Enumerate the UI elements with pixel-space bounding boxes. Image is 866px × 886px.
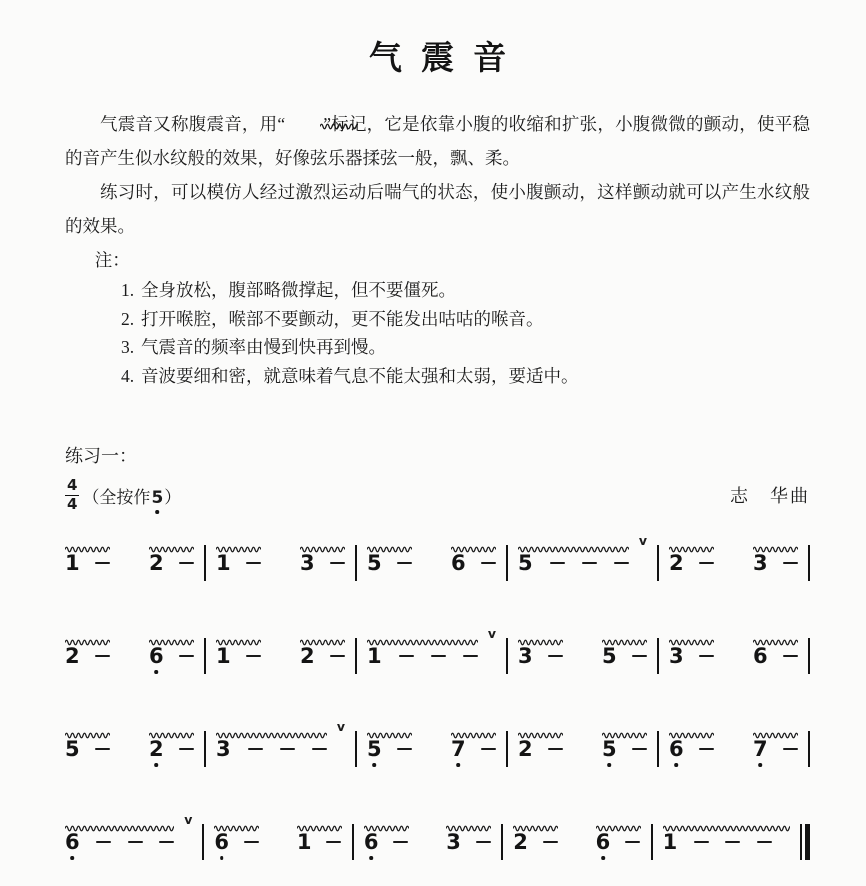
note: 2	[669, 550, 684, 575]
note-group	[149, 633, 194, 670]
vibrato-wavy-line-icon	[753, 726, 798, 734]
beats-row	[214, 829, 259, 856]
note: 3	[216, 736, 231, 761]
note-group	[663, 819, 790, 856]
measure	[354, 819, 501, 856]
measure	[508, 633, 657, 670]
intro-paragraph-2: 练习时，可以模仿人经过激烈运动后喘气的状态，使小腹颤动，这样颤动就可以产生水纹般的效果。	[65, 182, 810, 236]
list-item-text: 音波要细和密，就意味着气息不能太强和太弱，要适中。	[141, 365, 579, 386]
paragraph-text: 气震音又称腹震音，用“	[100, 114, 286, 134]
vibrato-wavy-line-icon	[367, 633, 478, 641]
vibrato-wavy-line-icon	[214, 819, 259, 827]
duration-dash	[550, 562, 565, 565]
vibrato-wavy-line-icon	[753, 540, 798, 548]
note: 3	[446, 829, 461, 854]
vibrato-wavy-line-icon	[216, 540, 261, 548]
signature-row	[65, 478, 810, 513]
time-signature-numerator: 4	[67, 476, 78, 494]
list-item-number: 4.	[121, 365, 135, 386]
vibrato-wavy-line-icon	[451, 540, 496, 548]
note-group	[451, 540, 496, 577]
measure	[65, 726, 204, 763]
duration-dash	[582, 562, 597, 565]
note: 2	[513, 829, 528, 854]
beats-row	[65, 550, 110, 577]
note-group	[149, 726, 194, 763]
score-line	[65, 808, 810, 856]
note-group	[602, 633, 647, 670]
note: 3	[753, 550, 768, 575]
note: 2	[65, 643, 80, 668]
list-item	[65, 276, 810, 305]
note-group	[300, 633, 345, 670]
note-group	[216, 718, 345, 763]
key-instruction	[82, 483, 181, 508]
duration-dash	[625, 841, 640, 844]
measure	[503, 819, 650, 856]
vibrato-wavy-line-icon	[367, 726, 412, 734]
note: 5	[602, 736, 617, 761]
barline	[808, 638, 810, 674]
duration-dash	[330, 562, 345, 565]
measure	[659, 540, 808, 577]
note: 2	[149, 736, 164, 761]
vibrato-wavy-line-icon	[65, 819, 174, 827]
measure	[206, 718, 355, 763]
vibrato-wavy-line-icon	[149, 726, 194, 734]
vibrato-wavy-line-icon	[663, 819, 790, 827]
score-line	[65, 622, 810, 670]
beats-row	[216, 643, 261, 670]
note: 7	[753, 736, 768, 761]
note: 1	[216, 643, 231, 668]
measure	[357, 726, 506, 763]
note: 1	[367, 643, 382, 668]
note: 1	[662, 829, 678, 854]
beats-row	[513, 829, 558, 856]
vibrato-wavy-line-icon	[364, 819, 409, 827]
note: 5	[518, 550, 533, 575]
duration-dash	[699, 748, 714, 751]
list-item	[65, 333, 810, 362]
duration-dash	[476, 841, 491, 844]
vibrato-wavy-line-icon	[216, 633, 261, 641]
duration-dash	[393, 841, 408, 844]
duration-dash	[481, 748, 496, 751]
vibrato-wavy-line-icon	[65, 540, 110, 548]
duration-dash	[326, 841, 341, 844]
note-group	[518, 726, 563, 763]
note: 2	[149, 550, 164, 575]
paragraph-text: ”标记，它是依靠小腹的收缩和扩张，小腹微微的颤动，使平稳的音产生似水纹般的效果，好像弦乐器揉弦一般，飘、柔。	[65, 114, 810, 168]
note-group	[216, 633, 261, 670]
note-group	[669, 633, 714, 670]
beats-row	[753, 736, 798, 763]
vibrato-wavy-line-icon	[446, 819, 491, 827]
barline	[808, 731, 810, 767]
beats-row	[364, 829, 409, 856]
duration-dash	[159, 841, 174, 844]
duration-dash	[397, 748, 412, 751]
beats-row	[451, 550, 496, 577]
composer-credit: 志 华曲	[730, 486, 810, 507]
score	[65, 529, 810, 856]
measure	[659, 633, 808, 670]
duration-dash	[632, 748, 647, 751]
list-item-text: 气震音的频率由慢到快再到慢。	[141, 337, 386, 357]
note: 6	[214, 829, 230, 854]
beats-row	[518, 643, 563, 670]
measure	[206, 540, 355, 577]
note-group	[65, 633, 110, 670]
note-group	[669, 540, 714, 577]
duration-dash	[95, 562, 110, 565]
vibrato-wavy-line-icon	[149, 633, 194, 641]
duration-dash	[244, 841, 259, 844]
vibrato-wavy-line-icon	[518, 540, 629, 548]
note-group	[669, 726, 714, 763]
note-group	[364, 819, 409, 856]
note: 6	[669, 736, 684, 761]
vibrato-wavy-line-icon	[518, 633, 563, 641]
note-group	[300, 540, 345, 577]
note-group	[65, 540, 110, 577]
beats-row	[753, 550, 798, 577]
barline-thin	[800, 824, 802, 860]
list-item-text: 全身放松，腹部略微撑起，但不要僵死。	[141, 280, 456, 300]
breath-mark: v	[184, 811, 193, 827]
duration-dash	[312, 748, 327, 751]
vibrato-wavy-line-icon	[300, 633, 345, 641]
notes-label: 注：	[94, 250, 130, 270]
duration-dash	[632, 655, 647, 658]
duration-dash	[431, 655, 446, 658]
duration-dash	[783, 562, 798, 565]
beats-row	[297, 829, 342, 856]
beats-row	[446, 829, 491, 856]
list-item-number: 1.	[121, 280, 135, 300]
note-group	[65, 726, 110, 763]
duration-dash	[548, 655, 563, 658]
beats-row	[216, 736, 345, 763]
measure	[65, 540, 204, 577]
beats-row	[149, 736, 194, 763]
note-group	[753, 633, 798, 670]
vibrato-wavy-line-icon	[65, 633, 110, 641]
barline	[808, 545, 810, 581]
vibrato-wavy-line-icon	[596, 819, 641, 827]
duration-dash	[543, 841, 558, 844]
vibrato-wavy-line-icon	[65, 726, 110, 734]
note-group	[518, 633, 563, 670]
duration-dash	[481, 562, 496, 565]
vibrato-wavy-line-icon	[669, 540, 714, 548]
duration-dash	[397, 562, 412, 565]
note-group	[216, 540, 261, 577]
beats-row	[753, 643, 798, 670]
vibrato-wavy-line-icon	[367, 540, 412, 548]
measure	[508, 532, 657, 577]
breath-mark: v	[638, 532, 647, 548]
note: 5	[65, 736, 80, 761]
beats-row	[65, 736, 110, 763]
measure	[659, 726, 808, 763]
measure	[357, 625, 506, 670]
beats-row	[518, 550, 647, 577]
breath-mark: v	[336, 718, 345, 734]
note-group	[149, 540, 194, 577]
list-item	[65, 305, 810, 334]
duration-dash	[699, 655, 714, 658]
note: 7	[451, 736, 466, 761]
note: 6	[65, 829, 80, 854]
note-group	[753, 726, 798, 763]
beats-row	[367, 736, 412, 763]
key-note: 5	[151, 487, 164, 508]
duration-dash	[399, 655, 414, 658]
note: 2	[518, 736, 533, 761]
list-item-number: 2.	[121, 308, 135, 329]
barline-thick	[805, 824, 810, 860]
duration-dash	[330, 655, 345, 658]
duration-dash	[757, 841, 772, 844]
vibrato-wavy-line-icon	[602, 633, 647, 641]
duration-dash	[548, 748, 563, 751]
time-signature	[65, 478, 79, 513]
duration-dash	[699, 562, 714, 565]
key-instruction-suffix: ）	[164, 487, 182, 507]
score-line	[65, 715, 810, 763]
list-item-text: 打开喉腔，喉部不要颤动，更不能发出咕咕的喉音。	[141, 308, 544, 329]
note: 3	[669, 643, 684, 668]
beats-row	[663, 829, 790, 856]
note-group	[513, 819, 558, 856]
duration-dash	[614, 562, 629, 565]
measure	[65, 633, 204, 670]
note: 1	[65, 550, 80, 575]
vibrato-wavy-line-icon	[513, 819, 558, 827]
beats-row	[602, 643, 647, 670]
note: 5	[367, 736, 382, 761]
beats-row	[65, 643, 110, 670]
beats-row	[669, 550, 714, 577]
list-item	[65, 362, 810, 391]
duration-dash	[128, 841, 143, 844]
measure	[204, 819, 351, 856]
duration-dash	[246, 655, 261, 658]
note-group	[451, 726, 496, 763]
beats-row	[669, 736, 714, 763]
duration-dash	[96, 841, 111, 844]
beats-row	[300, 550, 345, 577]
note: 5	[602, 643, 617, 668]
note: 2	[300, 643, 315, 668]
beats-row	[518, 736, 563, 763]
note: 3	[300, 550, 315, 575]
duration-dash	[783, 748, 798, 751]
exercise-label: 练习一：	[65, 446, 137, 466]
duration-dash	[248, 748, 263, 751]
vibrato-wavy-line-icon	[216, 726, 327, 734]
note-group	[446, 819, 491, 856]
note: 6	[595, 829, 611, 854]
breath-mark: v	[487, 625, 496, 641]
beats-row	[149, 550, 194, 577]
vibrato-wavy-line-icon	[602, 726, 647, 734]
note-group	[297, 819, 342, 856]
vibrato-wavy-line-icon	[518, 726, 563, 734]
note: 1	[216, 550, 231, 575]
beats-row	[65, 829, 192, 856]
note-group	[367, 726, 412, 763]
note-group	[65, 811, 193, 856]
note-group	[753, 540, 798, 577]
duration-dash	[179, 562, 194, 565]
time-signature-block	[65, 478, 181, 513]
vibrato-wavy-line-icon	[669, 633, 714, 641]
list-item-number: 3.	[121, 337, 135, 357]
measure	[653, 819, 800, 856]
score-line	[65, 529, 810, 577]
beats-row	[451, 736, 496, 763]
vibrato-wavy-line-icon	[451, 726, 496, 734]
note: 6	[451, 550, 466, 575]
time-signature-denominator: 4	[67, 494, 78, 513]
beats-row	[367, 643, 496, 670]
beats-row	[216, 550, 261, 577]
note: 6	[363, 829, 379, 854]
note: 6	[753, 643, 768, 668]
beats-row	[149, 643, 194, 670]
duration-dash	[725, 841, 740, 844]
duration-dash	[694, 841, 709, 844]
beats-row	[367, 550, 412, 577]
note: 3	[518, 643, 533, 668]
vibrato-wavy-line-icon	[753, 633, 798, 641]
measure	[357, 540, 506, 577]
final-double-barline	[800, 824, 810, 860]
duration-dash	[246, 562, 261, 565]
duration-dash	[179, 748, 194, 751]
duration-dash	[280, 748, 295, 751]
beats-row	[602, 736, 647, 763]
beats-row	[669, 643, 714, 670]
duration-dash	[783, 655, 798, 658]
note: 1	[296, 829, 312, 854]
vibrato-wavy-line-icon	[297, 819, 342, 827]
beats-row	[300, 643, 345, 670]
vibrato-wavy-line-icon	[300, 540, 345, 548]
note: 5	[367, 550, 382, 575]
note-group	[367, 540, 412, 577]
key-instruction-prefix: （全按作	[82, 487, 151, 507]
note-group	[596, 819, 641, 856]
measure	[508, 726, 657, 763]
note: 6	[149, 643, 164, 668]
duration-dash	[95, 748, 110, 751]
vibrato-wavy-mark-icon	[285, 107, 323, 115]
intro-paragraph-1	[65, 107, 810, 175]
measure	[206, 633, 355, 670]
duration-dash	[95, 655, 110, 658]
vibrato-wavy-line-icon	[149, 540, 194, 548]
note-group	[214, 819, 259, 856]
beats-row	[596, 829, 641, 856]
note-group	[367, 625, 496, 670]
vibrato-wavy-line-icon	[669, 726, 714, 734]
note-group	[518, 532, 647, 577]
duration-dash	[463, 655, 478, 658]
note-group	[602, 726, 647, 763]
page-title: 气震音	[368, 39, 526, 76]
measure	[65, 811, 202, 856]
duration-dash	[179, 655, 194, 658]
